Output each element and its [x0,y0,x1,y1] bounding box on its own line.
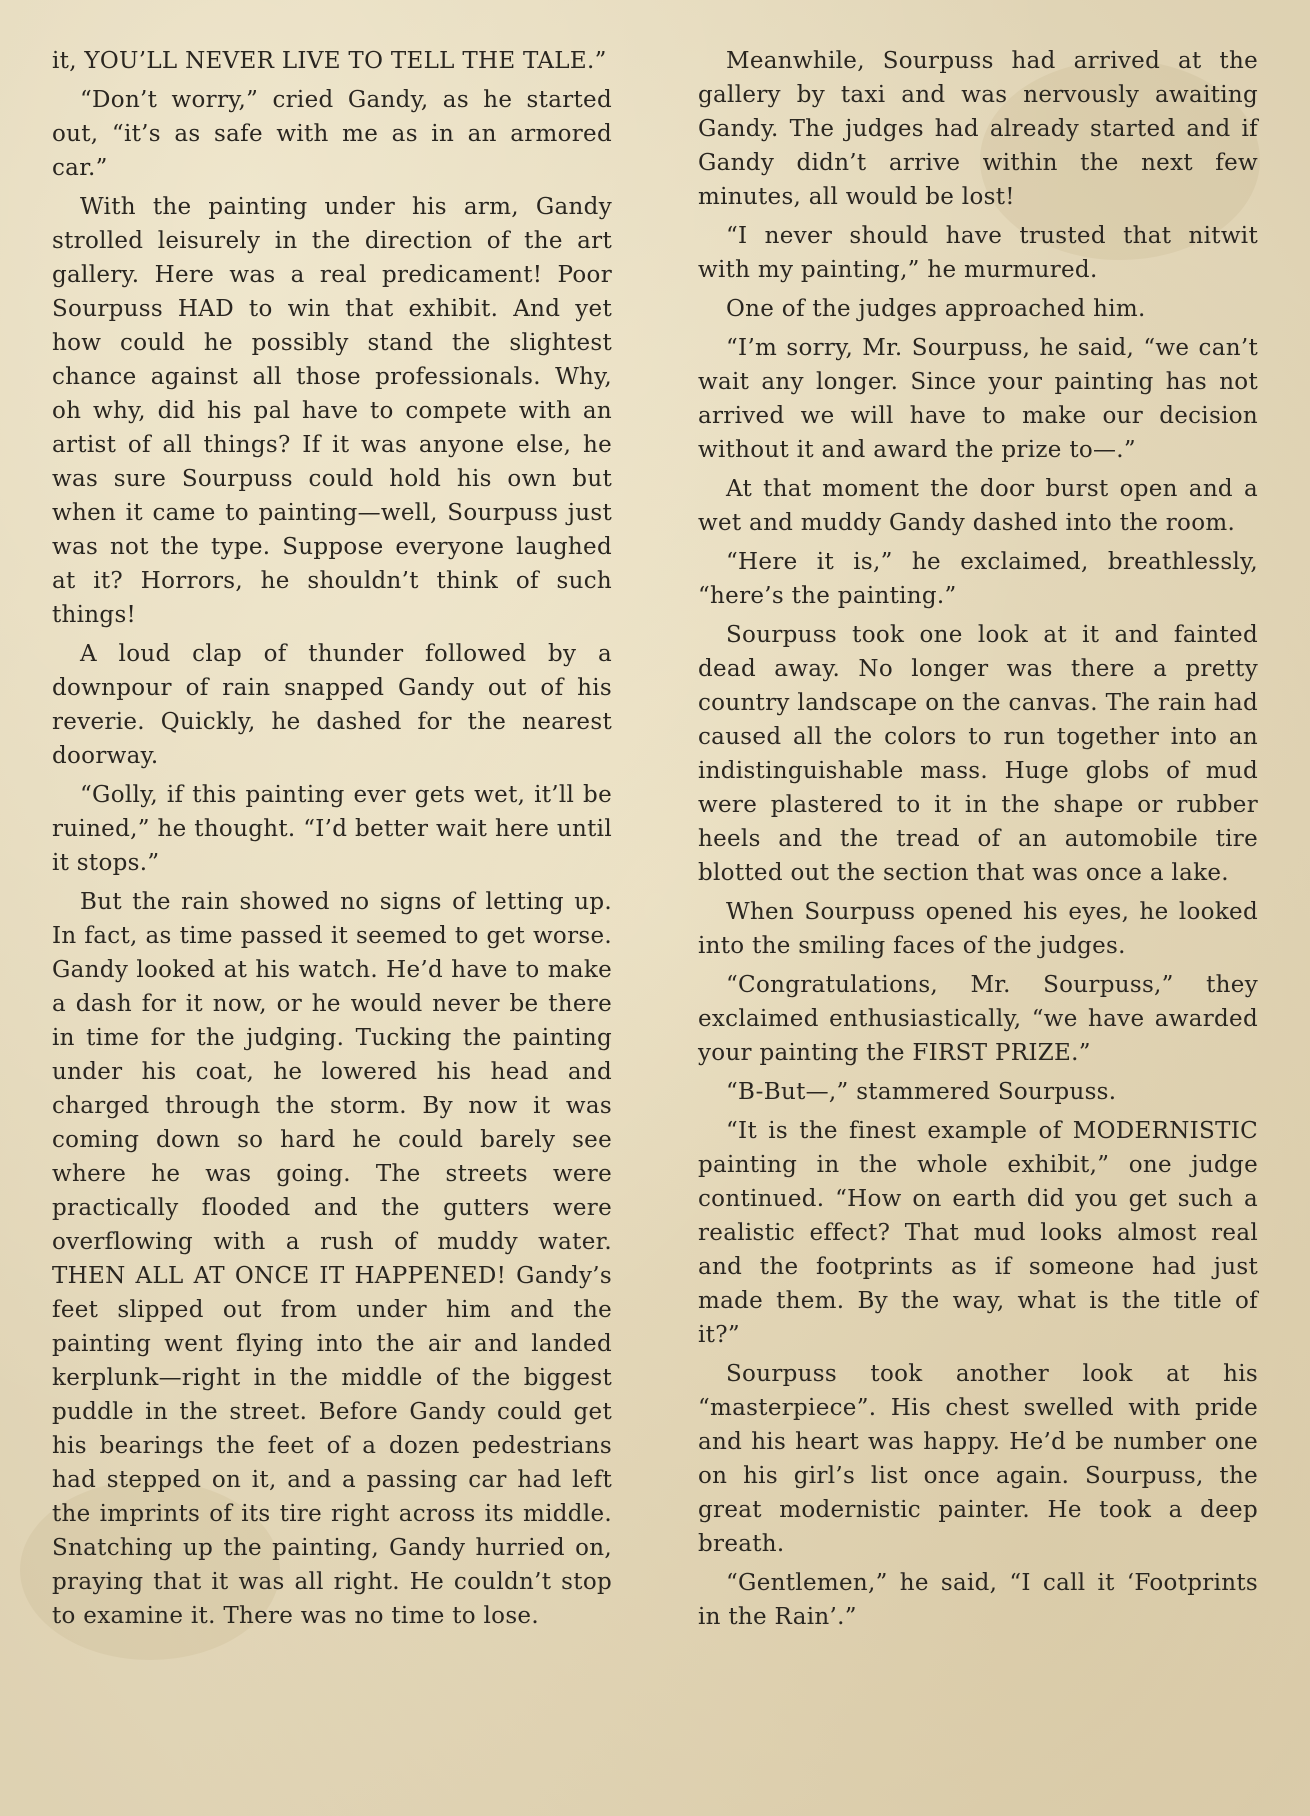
paragraph: A loud clap of thunder followed by a downpour of rain snapped Gandy out of his reverie. Quickly, he dashed for the nearest doorway. [52,641,612,769]
right-column [698,44,1258,1639]
paragraph: But the rain showed no signs of letting up. In fact, as time passed it seemed to get worse. Gandy looked at his watch. He’d have to make a dash for it now, or he would never be there in time for the judging. Tucking the painting under his coat, he lowered his head and charged through the storm. By now it was coming down so hard he could barely see where he was going. The streets were practically flooded and the gutters were overflowing with a rush of muddy water. THEN ALL AT ONCE IT HAPPENED! Gandy’s feet slipped out from under him and the painting went flying into the air and landed kerplunk—right in the middle of the biggest puddle in the street. Before Gandy could get his bearings the feet of a dozen pedestrians had stepped on it, and a passing car had left the imprints of its tire right across its middle. Snatching up the painting, Gandy hurried on, praying that it was all right. He couldn’t stop to examine it. There was no time to lose. [52,889,612,1629]
paragraph: “Don’t worry,” cried Gandy, as he started out, “it’s as safe with me as in an armored car.” [52,87,612,181]
paragraph: Sourpuss took one look at it and fainted dead away. No longer was there a pretty country landscape on the canvas. The rain had caused all the colors to run together into an indistinguishable mass. Huge globs of mud were plastered to it in the shape or rubber heels and the tread of an automobile tire blotted out the section that was once a lake. [698,622,1258,886]
paragraph: “B-But—,” stammered Sourpuss. [726,1079,1117,1105]
paragraph: One of the judges approached him. [726,296,1146,322]
paragraph: “Congratulations, Mr. Sourpuss,” they exclaimed enthusiastically, “we have awarded your painting the FIRST PRIZE.” [698,972,1258,1066]
paragraph: it, YOU’LL NEVER LIVE TO TELL THE TALE.” [52,48,607,74]
left-column [52,44,612,1638]
paragraph: Meanwhile, Sourpuss had arrived at the gallery by taxi and was nervously awaiting Gandy. The judges had already started and if Gandy didn’t arrive within the next few minutes, all would be lost! [698,48,1258,210]
paragraph: “Gentlemen,” he said, “I call it ‘Footprints in the Rain’.” [698,1570,1258,1630]
paragraph: “Golly, if this painting ever gets wet, it’ll be ruined,” he thought. “I’d better wait here until it stops.” [52,782,612,876]
paragraph: With the painting under his arm, Gandy strolled leisurely in the direction of the art gallery. Here was a real predicament! Poor Sourpuss HAD to win that exhibit. And yet how could he possibly stand the slightest chance against all those professionals. Why, oh why, did his pal have to compete with an artist of all things? If it was anyone else, he was sure Sourpuss could hold his own but when it came to painting—well, Sourpuss just was not the type. Suppose everyone laughed at it? Horrors, he shouldn’t think of such things! [52,194,612,628]
paragraph: “It is the finest example of MODERNISTIC painting in the whole exhibit,” one judge continued. “How on earth did you get such a realistic effect? That mud looks almost real and the footprints as if someone had just made them. By the way, what is the title of it?” [698,1118,1258,1348]
paragraph: At that moment the door burst open and a wet and muddy Gandy dashed into the room. [698,476,1258,536]
paragraph: Sourpuss took another look at his “masterpiece”. His chest swelled with pride and his heart was happy. He’d be number one on his girl’s list once again. Sourpuss, the great modernistic painter. He took a deep breath. [698,1361,1258,1557]
paragraph: “I never should have trusted that nitwit with my painting,” he murmured. [698,223,1258,283]
paragraph: When Sourpuss opened his eyes, he looked into the smiling faces of the judges. [698,899,1258,959]
paragraph: “I’m sorry, Mr. Sourpuss, he said, “we can’t wait any longer. Since your painting has not arrived we will have to make our decision without it and award the prize to—.” [698,335,1258,463]
paragraph: “Here it is,” he exclaimed, breathlessly, “here’s the painting.” [698,549,1258,609]
